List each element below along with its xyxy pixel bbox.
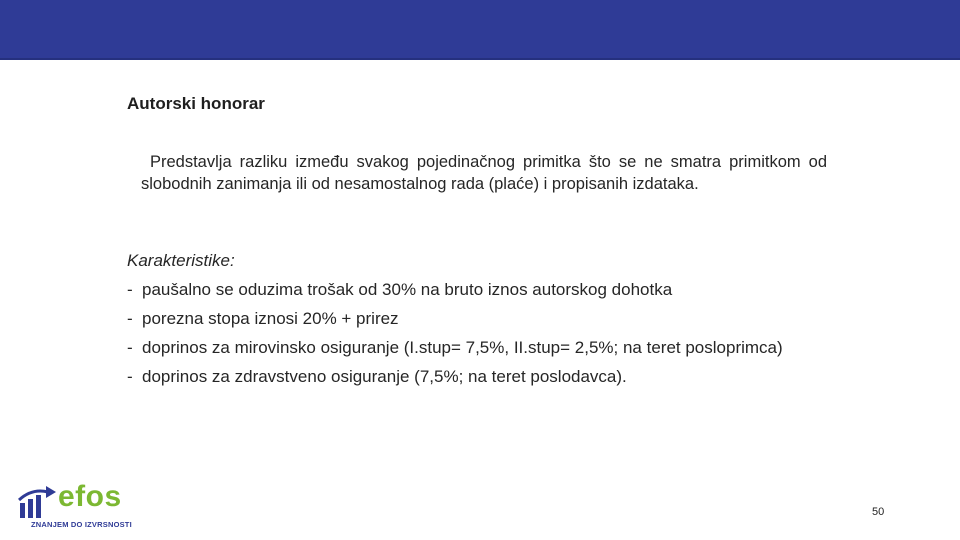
list-item-text: doprinos za mirovinsko osiguranje (I.stup= 7,5%, II.stup= 2,5%; na teret posloprimca) [142,338,783,357]
bullet-dash: - [127,280,133,299]
header-bar [0,0,960,60]
list-item-text: doprinos za zdravstveno osiguranje (7,5%; na teret poslodavca). [142,367,627,386]
efos-logo [18,480,143,532]
bullet-dash: - [127,367,133,386]
logo-wordmark: efos [58,480,122,513]
page-number: 50 [872,506,885,518]
bar-chart-arrow-icon [18,486,60,520]
bullet-dash: - [127,338,133,357]
intro-paragraph: Predstavlja razliku između svakog pojedinačnog primitka što se ne smatra primitkom od slobodnih zanimanja ili od nesamostalnog rada (plaće) i propisanih izdataka. [141,153,827,193]
logo-tagline: ZNANJEM DO IZVRSNOSTI [31,520,132,529]
list-item-text: porezna stopa iznosi 20% + prirez [142,309,399,328]
characteristics-list [127,279,827,395]
list-item-text: paušalno se oduzima trošak od 30% na bruto iznos autorskog dohotka [142,280,673,299]
list-item [127,308,827,330]
list-item [127,279,827,301]
list-item [127,366,827,388]
characteristics-title: Karakteristike: [127,251,235,270]
bullet-dash: - [127,309,133,328]
list-item [127,337,827,359]
slide-heading: Autorski honorar [127,94,265,113]
